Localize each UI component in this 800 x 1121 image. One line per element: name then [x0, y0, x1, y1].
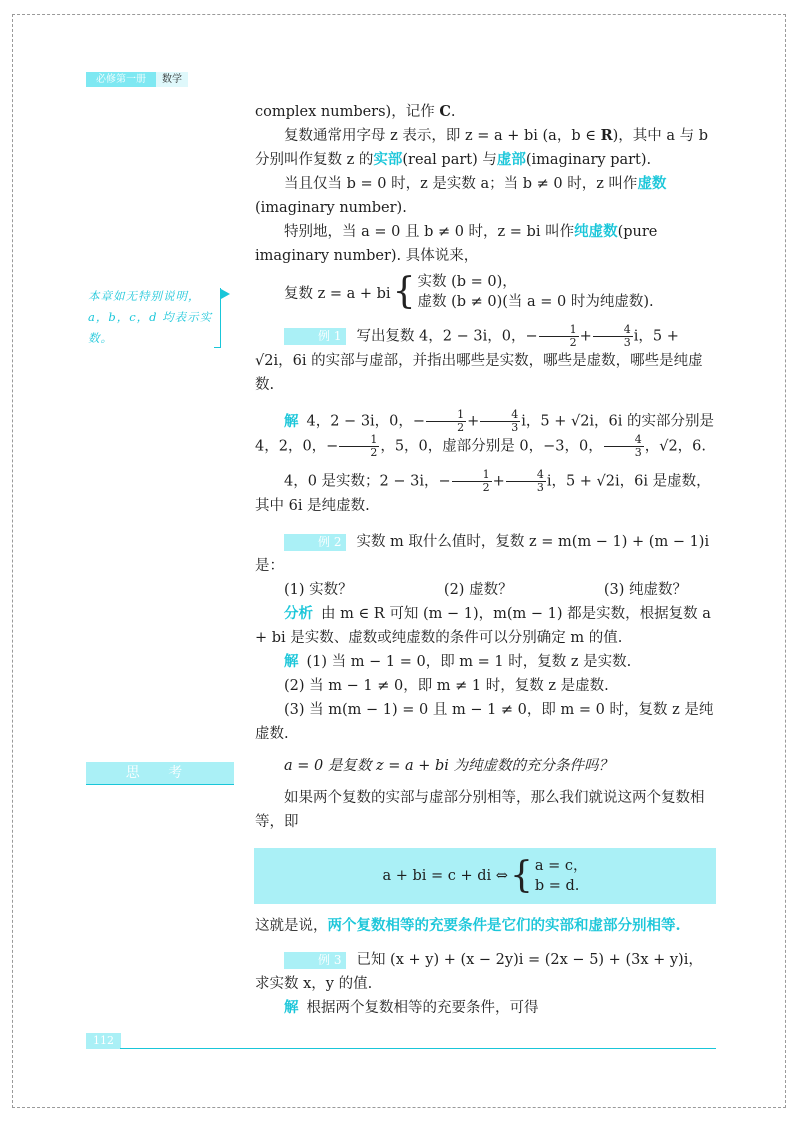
- example-3: 例 3 已知 (x + y) + (x − 2y)i = (2x − 5) + (3x + y)i，求实数 x，y 的值.: [255, 952, 703, 992]
- equality-box: a + bi = c + di ⇔ { a = c， b = d.: [254, 848, 716, 904]
- example-1-label: 例 1: [284, 328, 346, 345]
- example-2-questions: (1) 实数？ (2) 虚数？ (3) 纯虚数？: [284, 582, 687, 598]
- answer-2-3: (3) 当 m(m − 1) = 0 且 m − 1 ≠ 0，即 m = 0 时，复数 z 是纯虚数.: [255, 702, 714, 742]
- book-tag: 必修第一册: [86, 72, 156, 87]
- equality-intro: 如果两个复数的实部与虚部分别相等，那么我们就说这两个复数相等，即: [255, 790, 705, 830]
- think-label: 思 考: [86, 762, 234, 784]
- margin-note-tick: [214, 347, 221, 348]
- para-imaginary: 当且仅当 b = 0 时，z 是实数 a；当 b ≠ 0 时，z 叫作虚数(imaginary number).: [255, 175, 667, 216]
- term-imaginary-number: 虚数: [637, 175, 667, 192]
- term-imag-part: 虚部: [496, 151, 526, 168]
- analysis-2: 分析 由 m ∈ R 可知 (m − 1)，m(m − 1) 都是实数，根据复数 a + bi 是实数、虚数或纯虚数的条件可以分别确定 m 的值.: [255, 605, 711, 646]
- example-2-label: 例 2: [284, 534, 346, 551]
- example-1: 例 1 写出复数 4，2 − 3i，0，− $\frac{1}{2}$ + $\frac{4}{3}$ i，5 + √2i，6i 的实部与虚部，并指出哪些是实数，哪些是虚数，哪些是纯虚数.: [255, 323, 703, 393]
- main-content: [255, 100, 717, 834]
- solution-3: 解 根据两个复数相等的充要条件，可得: [284, 999, 539, 1016]
- solution-label: 解: [284, 412, 299, 430]
- left-brace-icon: {: [392, 271, 416, 312]
- term-pure-imaginary: 纯虚数: [574, 223, 618, 240]
- subject-tag: 数学: [156, 72, 188, 87]
- running-header: [86, 72, 188, 87]
- equality-condition-highlight: 两个复数相等的充要条件是它们的实部和虚部分别相等.: [327, 917, 681, 934]
- footer-line: [120, 1048, 716, 1049]
- think-question: a = 0 是复数 z = a + bi 为纯虚数的充分条件吗？: [284, 758, 614, 774]
- left-brace-icon: {: [509, 855, 533, 896]
- answer-2-1: 解 (1) 当 m − 1 = 0，即 m = 1 时，复数 z 是实数.: [284, 653, 632, 670]
- term-real-part: 实部: [373, 151, 403, 168]
- equality-conclusion: 这就是说，两个复数相等的充要条件是它们的实部和虚部分别相等.: [255, 917, 681, 934]
- solution-1: 解 4，2 − 3i，0，− $\frac{1}{2}$ + $\frac{4}{3}$ i，5 + √2i，6i 的实部分别是 4，2，0，− $\frac{1}{2}$ ，5，0，虚部分别是 0，−3，0， $\frac{4}{3}$ ，√2，6.: [255, 408, 715, 459]
- lower-content: [255, 914, 717, 1020]
- margin-note-arrow-icon: [221, 289, 230, 299]
- classification-cases: 复数 z = a + bi { 实数 (b = 0)， 虚数 (b ≠ 0)(当 a = 0 时为纯虚数).: [284, 271, 654, 312]
- para-definition: 复数通常用字母 z 表示，即 z = a + bi (a，b ∈ R)，其中 a 与 b 分别叫作复数 z 的实部(real part) 与虚部(imaginary part).: [255, 127, 709, 168]
- solution-1-conclusion: 4，0 是实数；2 − 3i，− $\frac{1}{2}$ + $\frac{4}{3}$ i，5 + √2i，6i 是虚数，其中 6i 是纯虚数.: [255, 468, 711, 514]
- think-underline: [86, 784, 234, 785]
- line-1: complex numbers)，记作 C.: [255, 103, 456, 120]
- answer-2-2: (2) 当 m − 1 ≠ 0，即 m ≠ 1 时，复数 z 是虚数.: [284, 678, 609, 694]
- example-3-label: 例 3: [284, 952, 346, 969]
- analysis-label: 分析: [284, 605, 313, 622]
- page-number: 112: [86, 1033, 121, 1049]
- solution-label: 解: [284, 999, 299, 1016]
- margin-note: 本章如无特别说明，a，b，c，d 均表示实数。: [88, 289, 213, 345]
- solution-label: 解: [284, 653, 299, 670]
- para-pure: 特别地，当 a = 0 且 b ≠ 0 时，z = bi 叫作纯虚数(pure imaginary number). 具体说来，: [255, 223, 658, 264]
- example-2: 例 2 实数 m 取什么值时，复数 z = m(m − 1) + (m − 1)i 是：: [255, 534, 710, 574]
- page-footer: [86, 1033, 121, 1049]
